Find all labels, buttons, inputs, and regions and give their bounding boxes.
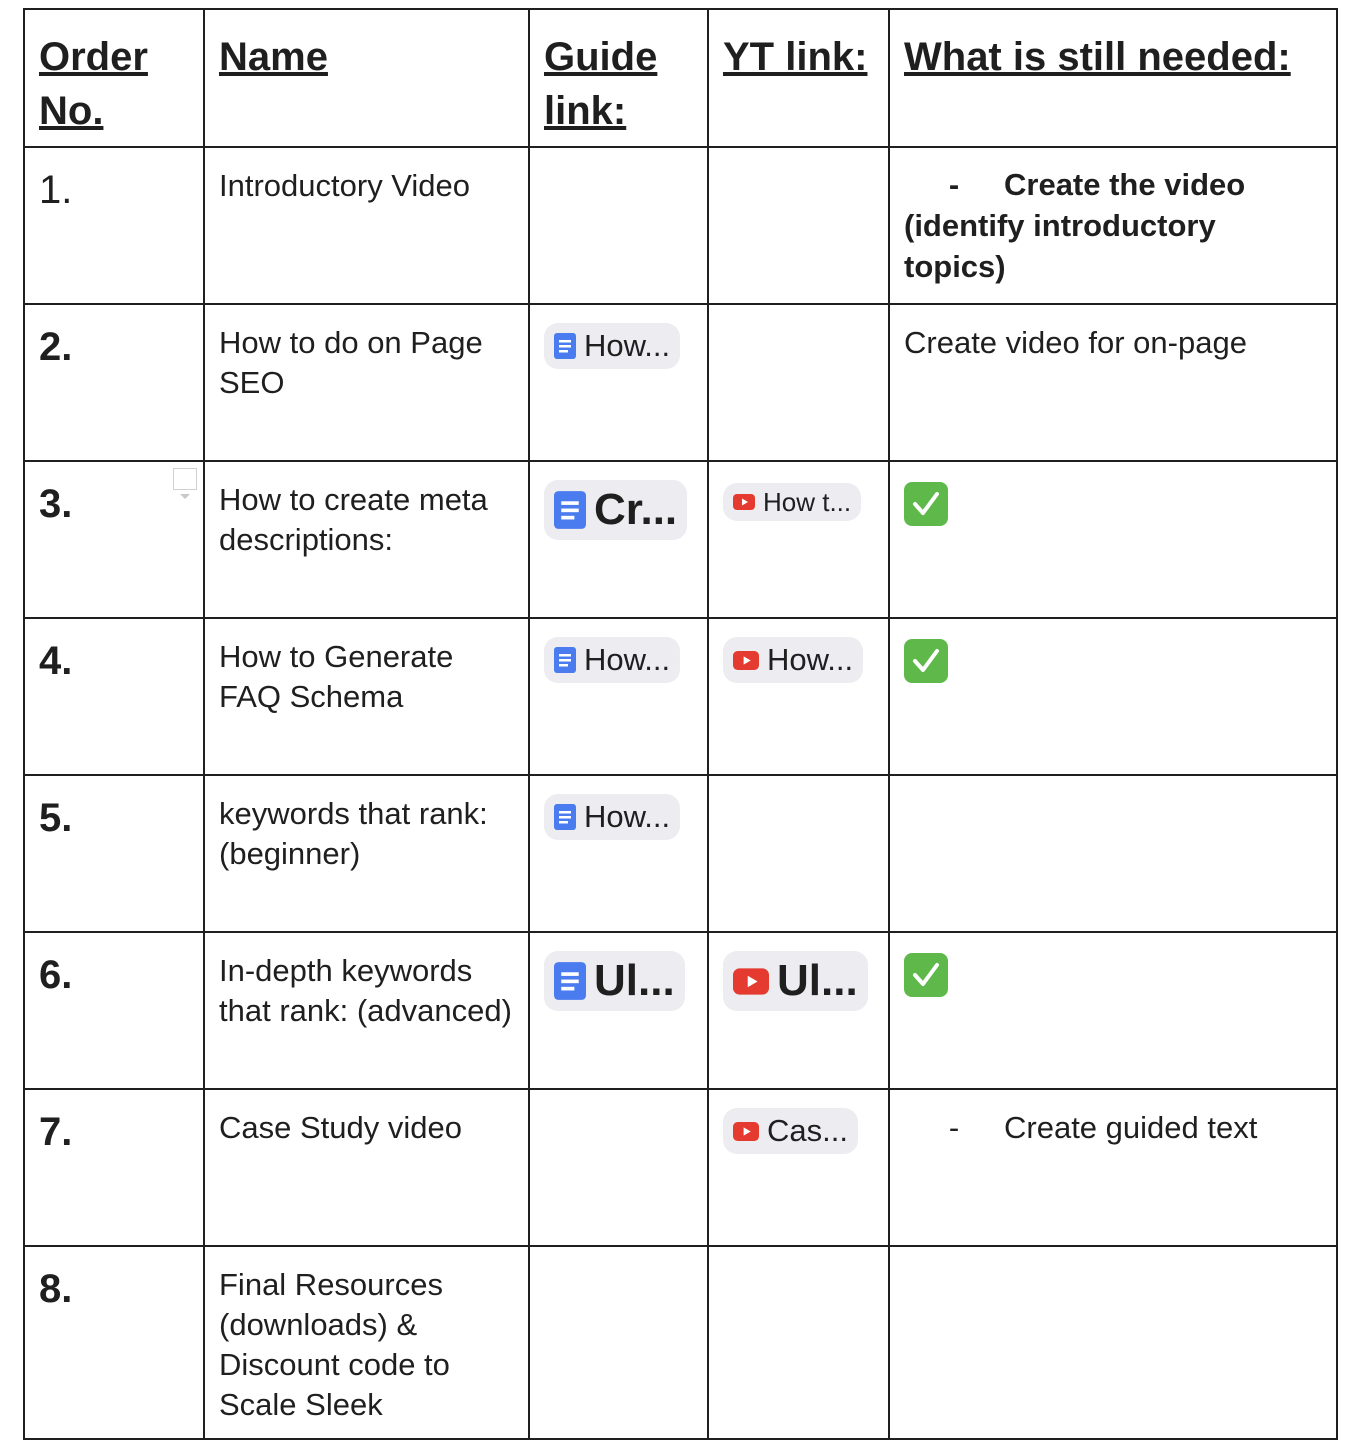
row-name: Final Resources (downloads) & Discount code to Scale Sleek [204, 1246, 529, 1439]
header-guide: Guide link: [529, 9, 708, 147]
yt-link-label: Ul... [777, 956, 858, 1005]
bullet-dash: - [948, 167, 960, 202]
youtube-icon [733, 968, 769, 995]
guide-cell [529, 618, 708, 775]
yt-link-label: How... [767, 642, 854, 677]
table-row [24, 775, 1337, 932]
guide-link-label: Cr... [594, 485, 678, 534]
yt-cell [708, 618, 889, 775]
guide-cell [529, 461, 708, 618]
table-row [24, 932, 1337, 1089]
row-number: 3. [39, 482, 73, 526]
check-mark-icon [904, 482, 948, 526]
row-name: How to do on Page SEO [204, 304, 529, 461]
youtube-icon [733, 494, 755, 510]
header-row [24, 9, 1337, 147]
row-number: 5. [24, 775, 204, 932]
yt-link-chip[interactable] [723, 951, 868, 1011]
row-number: 8. [24, 1246, 204, 1439]
row-name: In-depth keywords that rank: (advanced) [204, 932, 529, 1089]
table-row [24, 618, 1337, 775]
header-name: Name [204, 9, 529, 147]
guide-cell [529, 304, 708, 461]
row-number: 4. [24, 618, 204, 775]
yt-link-label: How t... [763, 487, 852, 517]
table-row [24, 304, 1337, 461]
needed-cell [889, 1089, 1337, 1246]
yt-link-label: Cas... [767, 1113, 848, 1148]
yt-cell [708, 147, 889, 304]
yt-cell [708, 461, 889, 618]
yt-cell [708, 1089, 889, 1246]
table-row [24, 1246, 1337, 1439]
guide-link-label: How... [584, 799, 671, 834]
guide-link-chip[interactable] [544, 637, 680, 683]
guide-cell [529, 1089, 708, 1246]
yt-cell [708, 304, 889, 461]
doc-icon [554, 962, 586, 1000]
guide-link-label: How... [584, 328, 671, 363]
row-name: How to Generate FAQ Schema [204, 618, 529, 775]
header-yt: YT link: [708, 9, 889, 147]
row-number-cell [24, 461, 204, 618]
header-order: Order No. [24, 9, 204, 147]
doc-icon [554, 804, 576, 830]
row-name: keywords that rank: (beginner) [204, 775, 529, 932]
yt-link-chip[interactable] [723, 483, 861, 521]
check-mark-icon [904, 639, 948, 683]
guide-link-label: How... [584, 642, 671, 677]
guide-link-chip[interactable] [544, 480, 687, 540]
needed-cell [889, 461, 1337, 618]
needed-cell [889, 932, 1337, 1089]
header-needed: What is still needed: [889, 9, 1337, 147]
yt-cell [708, 775, 889, 932]
row-name: Case Study video [204, 1089, 529, 1246]
row-name: How to create meta descriptions: [204, 461, 529, 618]
guide-link-chip[interactable] [544, 794, 680, 840]
guide-cell [529, 775, 708, 932]
guide-link-chip[interactable] [544, 951, 685, 1011]
row-number: 1. [24, 147, 204, 304]
table-row [24, 147, 1337, 304]
row-number: 6. [24, 932, 204, 1089]
content-table [23, 8, 1338, 1440]
needed-cell: Create video for on-page [889, 304, 1337, 461]
guide-link-label: Ul... [594, 956, 675, 1005]
needed-cell [889, 147, 1337, 304]
yt-cell [708, 1246, 889, 1439]
guide-cell [529, 147, 708, 304]
youtube-icon [733, 651, 759, 670]
guide-link-chip[interactable] [544, 323, 680, 369]
yt-link-chip[interactable] [723, 637, 863, 683]
chevron-down-icon [174, 486, 196, 506]
cell-dropdown-handle[interactable] [173, 468, 197, 490]
needed-cell [889, 618, 1337, 775]
table-row [24, 461, 1337, 618]
row-number: 2. [24, 304, 204, 461]
doc-icon [554, 647, 576, 673]
needed-text: Create guided text [1004, 1110, 1258, 1145]
needed-cell [889, 1246, 1337, 1439]
youtube-icon [733, 1122, 759, 1141]
row-number: 7. [24, 1089, 204, 1246]
bullet-dash: - [948, 1110, 960, 1145]
table-row [24, 1089, 1337, 1246]
yt-cell [708, 932, 889, 1089]
row-name: Introductory Video [204, 147, 529, 304]
doc-icon [554, 333, 576, 359]
yt-link-chip[interactable] [723, 1108, 858, 1154]
doc-icon [554, 491, 586, 529]
guide-cell [529, 932, 708, 1089]
needed-cell [889, 775, 1337, 932]
needed-lead: Create the video [1004, 167, 1246, 202]
needed-rest: (identify introductory topics) [904, 208, 1216, 284]
check-mark-icon [904, 953, 948, 997]
guide-cell [529, 1246, 708, 1439]
